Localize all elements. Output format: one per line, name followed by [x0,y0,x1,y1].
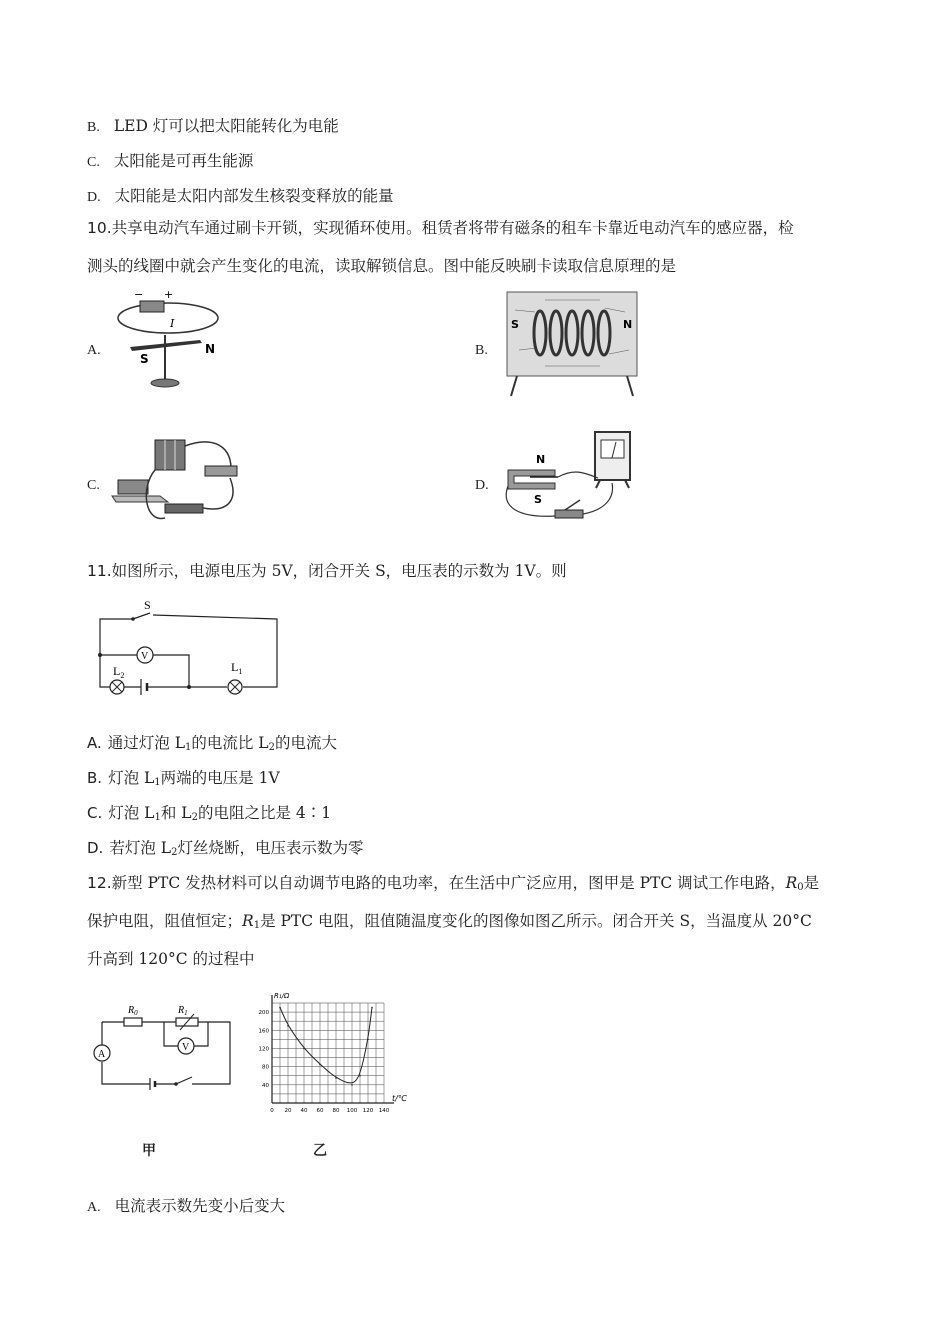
r1-label: $R_1$ [178,1005,188,1017]
option-text: 灯泡 L [108,804,155,822]
q12-circuit-jia [92,1000,237,1095]
option-letter: B. [87,120,100,135]
q12-stem-line1 [87,873,819,898]
subscript: 2 [191,812,198,823]
y-tick-label: 200 [258,1010,269,1017]
x-tick-label: 140 [378,1108,390,1114]
stem-text: 如图所示，电源电压为 5V，闭合开关 S，电压表的示数为 1V。则 [111,562,567,580]
q10-figure-a [110,285,230,395]
north-pole-label: N [205,342,216,356]
graph-grid [272,1003,384,1103]
data-point [371,1007,373,1009]
data-point [287,1025,289,1027]
q10-label-a: A. [87,343,101,358]
q10-figure-c [110,428,245,533]
stem-text: 是 PTC 电阻，阻值随温度变化的图像如图乙所示。闭合开关 S，当温度从 20°C [260,912,812,930]
ammeter-label: A [98,1049,106,1060]
option-text: 电流表示数先变小后变大 [114,1197,286,1215]
data-point [303,1048,305,1050]
q11-option-c [87,803,331,828]
option-letter: B. [87,769,103,787]
variable-r0: R [785,874,798,892]
y-tick-label: 160 [258,1028,269,1035]
caption-yi: 乙 [313,1143,327,1159]
option-text: 通过灯泡 L [107,734,185,752]
north-pole-label: N [623,318,633,331]
voltmeter-label: V [182,1042,190,1053]
subscript: 1 [154,777,161,788]
x-axis-label: t/℃ [392,1094,407,1103]
variable-r1: R [242,912,254,930]
q9-option-d [87,186,394,208]
subscript: 1 [185,742,192,753]
option-letter: D. [87,839,104,857]
question-number: 10. [87,219,112,237]
q9-option-b [87,116,339,138]
x-tick-label: 60 [316,1108,324,1114]
x-tick-label: 0 [270,1108,274,1114]
switch-label: S [144,598,151,612]
subscript: 2 [171,847,178,858]
option-letter: A. [87,1200,101,1215]
south-pole-label: S [511,318,519,331]
option-letter: C. [87,155,100,170]
q11-option-d [87,838,363,863]
option-text: 灯泡 L [108,769,155,787]
graph-y-ticks [259,1010,270,1089]
option-text: 的电阻之比是 4∶1 [197,804,332,822]
option-text: 两端的电压是 1V [160,769,280,787]
x-tick-label: 20 [284,1108,292,1114]
data-point [335,1077,337,1079]
q11-option-b [87,768,280,793]
south-pole-label: S [534,493,542,506]
south-pole-label: S [140,352,149,366]
data-point [319,1064,321,1066]
y-tick-label: 120 [258,1046,269,1053]
north-pole-label: N [536,453,546,466]
stem-text: 是 [803,874,820,892]
q10-label-b: B. [475,343,488,358]
option-text: 灯丝烧断，电压表示数为零 [177,839,364,857]
option-text: 的电流大 [274,734,337,752]
question-number: 11. [87,562,112,580]
option-letter: D. [87,190,101,205]
x-tick-label: 40 [300,1108,308,1114]
q10-stem-line1 [87,218,794,238]
option-text: LED 灯可以把太阳能转化为电能 [113,117,339,135]
stem-text: 新型 PTC 发热材料可以自动调节电路的电功率，在生活中广泛应用，图甲是 PTC 调试工作电路， [111,874,786,892]
option-text: 和 L [160,804,192,822]
option-text: 的电流比 L [191,734,269,752]
x-tick-label: 120 [362,1108,374,1114]
r0-label: $R_0$ [128,1005,138,1017]
subscript: 1 [253,920,261,931]
data-point [359,1075,361,1077]
subscript: 0 [797,882,804,893]
q11-option-a [87,733,337,758]
data-point [279,1007,281,1009]
option-letter: A. [87,734,102,752]
minus-sign: − [134,288,144,301]
q12-stem-line2 [87,911,812,936]
curve-points [279,1007,373,1086]
q12-graph-yi [252,985,412,1125]
option-text: 若灯泡 L [109,839,172,857]
plus-sign: + [164,288,174,301]
subscript: 2 [268,742,275,753]
stem-text: 共享电动汽车通过刷卡开锁，实现循环使用。租赁者将带有磁条的租车卡靠近电动汽车的感应器，检 [111,219,794,237]
q10-figure-d [500,428,640,528]
x-tick-label: 100 [346,1108,358,1114]
q10-figure-b [505,290,640,398]
q10-label-d: D. [475,478,489,493]
y-axis-label: R₁/Ω [274,992,290,1000]
option-text: 太阳能是可再生能源 [113,152,254,170]
x-tick-label: 80 [332,1108,340,1114]
q11-circuit [95,595,285,695]
q10-label-c: C. [87,478,100,493]
q12-stem-line3: 升高到 120°C 的过程中 [87,950,255,968]
question-number: 12. [87,874,112,892]
caption-jia: 甲 [142,1143,156,1159]
option-text: 太阳能是太阳内部发生核裂变释放的能量 [114,187,394,205]
y-tick-label: 80 [262,1064,269,1071]
q11-stem [87,561,567,581]
q9-option-c [87,151,253,173]
q10-stem-line2: 测头的线圈中就会产生变化的电流，读取解锁信息。图中能反映刷卡读取信息原理的是 [87,257,677,275]
lamp2-label: $L_2$ [113,664,125,680]
data-point [367,1039,369,1041]
graph-x-ticks [270,1108,389,1114]
y-tick-label: 40 [262,1082,269,1089]
voltmeter-label: V [141,651,149,662]
data-point [351,1084,353,1086]
stem-text: 保护电阻，阻值恒定； [87,912,243,930]
q12-option-a [87,1196,285,1218]
resistance-curve [280,1008,372,1083]
option-letter: C. [87,804,103,822]
lamp1-label: $L_1$ [231,660,243,676]
subscript: 1 [154,812,161,823]
current-label: I [170,317,175,330]
